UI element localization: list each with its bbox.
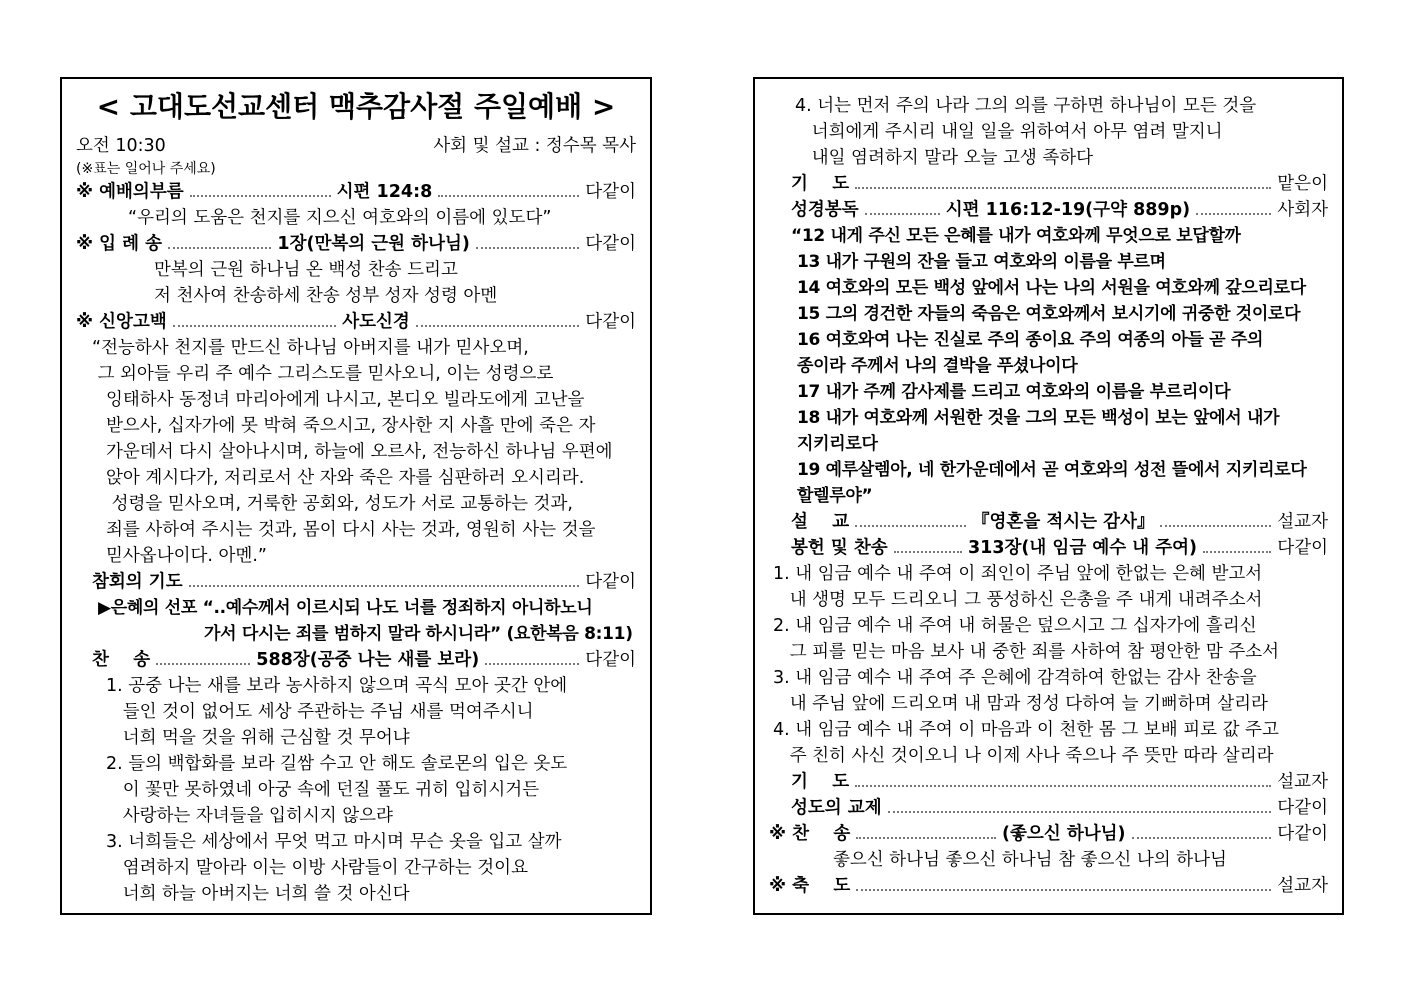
leader-dots	[156, 663, 250, 665]
hymn1-who: 다같이	[585, 234, 636, 254]
reading-verse: 13 내가 구원의 잔을 들고 여호와의 이름을 부르며	[797, 252, 1166, 272]
leader-dots	[856, 889, 1271, 891]
offering-row	[755, 535, 1342, 561]
leader-dots	[855, 187, 1271, 189]
reading-verse: 지키리로다	[797, 434, 878, 454]
reading-verse: 17 내가 주께 감사제를 드리고 여호와의 이름을 부르리이다	[797, 382, 1231, 402]
hymn1-title: 1장(만복의 근원 하나님)	[277, 234, 470, 254]
bless-label: ※ 축 도	[769, 876, 851, 896]
leader-dots	[1196, 213, 1271, 215]
repent-label: 참회의 기도	[92, 572, 183, 592]
fellowship-who: 다같이	[1277, 798, 1328, 818]
call-text: “우리의 도움은 천지를 지으신 여호와의 이름에 있도다”	[128, 208, 552, 228]
standing-note: (※표는 일어나 주세요)	[76, 161, 216, 177]
leader-dots	[1203, 551, 1271, 553]
reading-who: 사회자	[1277, 200, 1329, 220]
reading-verse: 18 내가 여호와께 서원한 것을 그의 모든 백성이 보는 앞에서 내가	[797, 408, 1280, 428]
bulletin-title: < 고대도선교센터 맥추감사절 주일예배 >	[96, 90, 616, 123]
prayer1-label: 기 도	[791, 174, 850, 194]
offering-label: 봉헌 및 찬송	[791, 538, 888, 558]
reading-verse: 16 여호와여 나는 진실로 주의 종이요 주의 여종의 아들 곧 주의	[797, 330, 1264, 350]
hymn2-row	[62, 647, 650, 673]
creed-line: 앉아 계시다가, 저리로서 산 자와 죽은 자를 심판하러 오시리라.	[106, 468, 585, 488]
offering-line: 3. 내 임금 예수 내 주여 주 은혜에 감격하여 한없는 감사 찬송을	[773, 668, 1257, 688]
sermon-label: 설 교	[791, 512, 850, 532]
creed-line: “전능하사 천지를 만드신 하나님 아버지를 내가 믿사오며,	[92, 338, 529, 358]
creed-title: 사도신경	[342, 312, 410, 332]
hymn3-who: 다같이	[1277, 824, 1329, 844]
creed-label: ※ 신앙고백	[76, 312, 167, 332]
benediction-row	[755, 873, 1342, 899]
hymn3-title: (좋으신 하나님)	[1002, 824, 1126, 844]
leader-dots	[1132, 837, 1272, 839]
right-page	[753, 77, 1344, 915]
sermon-title: 『영혼을 적시는 감사』	[972, 512, 1155, 532]
offering-line: 1. 내 임금 예수 내 주여 이 죄인이 주님 앞에 한없는 은혜 받고서	[773, 564, 1263, 584]
call-scripture: 시편 124:8	[336, 182, 433, 202]
prayer2-who: 설교자	[1277, 772, 1328, 792]
offering-hymn: 313장(내 임금 예수 내 주여)	[967, 538, 1198, 558]
offering-line: 4. 내 임금 예수 내 주여 이 마음과 이 천한 몸 그 보배 피로 값 주고	[773, 720, 1279, 740]
leader-dots	[438, 195, 579, 197]
hymn2-line: 3. 너희들은 세상에서 무엇 먹고 마시며 무슨 옷을 입고 살까	[106, 832, 562, 852]
leader-dots	[888, 811, 1272, 813]
reading-verse: 종이라 주께서 나의 결박을 푸셨나이다	[797, 356, 1078, 376]
creed-line: 가운데서 다시 살아나시며, 하늘에 오르사, 전능하신 하나님 우편에	[106, 442, 613, 462]
fellowship-row	[755, 795, 1342, 821]
leader-dots	[416, 325, 579, 327]
service-leader: 사회 및 설교 : 정수목 목사	[433, 136, 636, 156]
reading-verse: 15 그의 경건한 자들의 죽음은 여호와께서 보시기에 귀중한 것이로다	[797, 304, 1301, 324]
reading-scripture: 시편 116:12-19(구약 889p)	[945, 200, 1191, 220]
creed-who: 다같이	[585, 312, 637, 332]
leader-dots	[855, 785, 1271, 787]
creed-row	[62, 309, 650, 335]
leader-dots	[189, 585, 580, 587]
reading-verse: 19 예루살렘아, 네 한가운데에서 곧 여호와의 성전 뜰에서 지키리로다	[797, 460, 1307, 480]
hymn2-line: 너희 하늘 아버지는 너희 쓸 것 아신다	[106, 884, 410, 904]
offering-line: 내 주님 앞에 드리오며 내 맘과 정성 다하여 늘 기뻐하며 살리라	[773, 694, 1268, 714]
grace-line: ▶은혜의 선포 “..예수께서 이르시되 나도 너를 정죄하지 아니하노니	[98, 598, 593, 618]
leader-dots	[173, 325, 336, 327]
hymn2-line: 1. 공중 나는 새를 보라 농사하지 않으며 곡식 모아 곳간 안에	[106, 676, 568, 696]
fellowship-label: 성도의 교제	[791, 798, 882, 818]
hymn1-label: ※ 입 례 송	[76, 234, 163, 254]
leader-dots	[485, 663, 579, 665]
offering-who: 다같이	[1277, 538, 1329, 558]
reading-row	[755, 197, 1342, 223]
creed-line: 믿사옵나이다. 아멘.”	[106, 546, 267, 566]
creed-line: 죄를 사하여 주시는 것과, 몸이 다시 사는 것과, 영원히 사는 것을	[106, 520, 596, 540]
hymn2-who: 다같이	[585, 650, 637, 670]
leader-dots	[894, 551, 962, 553]
hymn2-line: 들인 것이 없어도 세상 주관하는 주님 새를 먹여주시니	[106, 702, 534, 722]
repentance-row	[62, 569, 650, 595]
prayer2-label: 기 도	[791, 772, 850, 792]
offering-line: 내 생명 모두 드리오니 그 풍성하신 은총을 주 내게 내려주소서	[773, 590, 1263, 610]
left-page	[60, 77, 652, 915]
hymn2-line: 염려하지 말아라 이는 이방 사람들이 간구하는 것이요	[106, 858, 528, 878]
hymn2-verse4-line: 4. 너는 먼저 주의 나라 그의 의를 구하면 하나님이 모든 것을	[795, 96, 1257, 116]
hymn3-label: ※ 찬 송	[769, 824, 851, 844]
leader-dots	[476, 247, 579, 249]
creed-line: 받으사, 십자가에 못 박혀 죽으시고, 장사한 지 사흘 만에 죽은 자	[106, 416, 596, 436]
reading-verse: “12 내게 주신 모든 은혜를 내가 여호와께 무엇으로 보답할까	[791, 226, 1241, 246]
call-to-worship-row	[62, 179, 650, 205]
offering-line: 그 피를 믿는 마음 보사 내 중한 죄를 사하여 참 평안한 맘 주소서	[773, 642, 1280, 662]
leader-dots	[856, 837, 996, 839]
prayer1-who: 맡은이	[1277, 174, 1328, 194]
hymn2-verse4-line: 너희에게 주시리 내일 일을 위하여서 아무 염려 말지니	[795, 122, 1223, 142]
hymn2-label: 찬 송	[92, 650, 151, 670]
sermon-who: 설교자	[1277, 512, 1328, 532]
call-label: ※ 예배의부름	[76, 182, 184, 202]
leader-dots	[190, 195, 331, 197]
hymn2-line: 이 꽃만 못하였네 아궁 속에 던질 풀도 귀히 입히시거든	[106, 780, 540, 800]
leader-dots	[865, 213, 940, 215]
prayer-row	[755, 171, 1342, 197]
leader-dots	[855, 525, 966, 527]
reading-verse: 할렐루야”	[797, 486, 873, 506]
sermon-row	[755, 509, 1342, 535]
creed-line: 잉태하사 동정녀 마리아에게 나시고, 본디오 빌라도에게 고난을	[106, 390, 585, 410]
offering-line: 주 친히 사신 것이오니 나 이제 사나 죽으나 주 뜻만 따라 살리라	[773, 746, 1274, 766]
bless-who: 설교자	[1277, 876, 1328, 896]
hymn2-line: 너희 먹을 것을 위해 근심할 것 무어냐	[106, 728, 410, 748]
call-who: 다같이	[585, 182, 636, 202]
service-time: 오전 10:30	[76, 136, 166, 156]
reading-verse: 14 여호와의 모든 백성 앞에서 나는 나의 서원을 여호와께 갚으리로다	[797, 278, 1306, 298]
offering-line: 2. 내 임금 예수 내 주여 내 허물은 덮으시고 그 십자가에 흘리신	[773, 616, 1257, 636]
creed-line: 성령을 믿사오며, 거룩한 공회와, 성도가 서로 교통하는 것과,	[106, 494, 573, 514]
hymn1-line: 저 천사여 찬송하세 찬송 성부 성자 성령 아멘	[154, 286, 498, 306]
leader-dots	[1160, 525, 1271, 527]
hymn2-line: 사랑하는 자녀들을 입히시지 않으랴	[106, 806, 393, 826]
hymn1-line: 만복의 근원 하나님 온 백성 찬송 드리고	[154, 260, 458, 280]
hymn2-title: 588장(공중 나는 새를 보라)	[256, 650, 480, 670]
creed-line: 그 외아들 우리 주 예수 그리스도를 믿사오니, 이는 성령으로	[92, 364, 554, 384]
closing-hymn-row	[755, 821, 1342, 847]
hymn2-verse4-line: 내일 염려하지 말라 오늘 고생 족하다	[795, 148, 1094, 168]
closing-prayer-row	[755, 769, 1342, 795]
repent-who: 다같이	[585, 572, 636, 592]
hymn3-text: 좋으신 하나님 좋으신 하나님 참 좋으신 나의 하나님	[833, 850, 1227, 870]
grace-line: 가서 다시는 죄를 범하지 말라 하시니라” (요한복음 8:11)	[204, 624, 633, 644]
hymn2-line: 2. 들의 백합화를 보라 길쌈 수고 안 해도 솔로몬의 입은 옷도	[106, 754, 568, 774]
reading-label: 성경봉독	[791, 200, 859, 220]
leader-dots	[168, 247, 271, 249]
entrance-hymn-row	[62, 231, 650, 257]
